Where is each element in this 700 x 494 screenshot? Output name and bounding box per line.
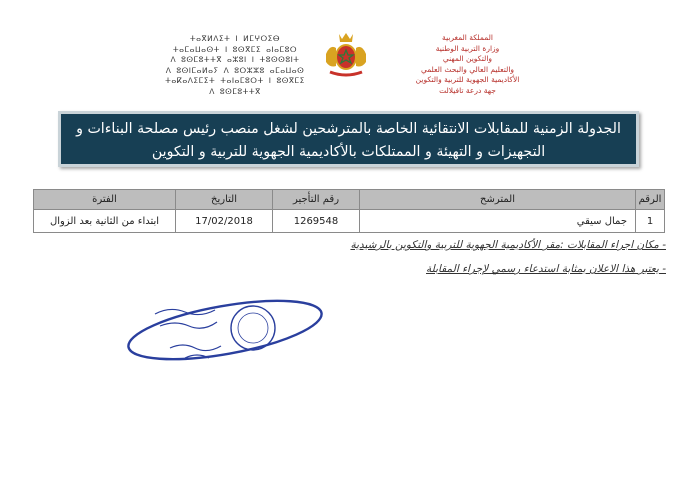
tifinagh-line: ⵜⴰⵎⴰⵡⴰⵙⵜ ⵏ ⵓⵙⴳⵎⵉ ⴰⵏⴰⵎⵓⵔ: [172, 44, 298, 54]
arabic-header-line: المملكة المغربية: [442, 33, 493, 42]
tifinagh-line: ⴷ ⵓⵙⵎⵓⵜⵜⴳ: [209, 86, 261, 96]
title-line-2: التجهيزات و التهيئة و الممتلكات بالأكاديمية الجهوية للتربية و التكوين: [151, 144, 546, 160]
header-registration: رقم التأجير: [273, 190, 360, 210]
arabic-header-line: وزارة التربية الوطنية: [435, 43, 500, 53]
tifinagh-line: ⵜⴰⴳⵍⴷⵉⵜ ⵏ ⵍⵎⵖⵔⵉⴱ: [189, 34, 281, 43]
schedule-table: [33, 189, 665, 233]
note-notice: - يعتبر هذا الاعلان بمثابة استدعاء رسمي لإجراء المقابلة: [426, 263, 666, 275]
arabic-header-line: والتعليم العالي والبحث العلمي: [420, 64, 515, 74]
tifinagh-header: [160, 34, 310, 97]
table-row: [34, 210, 665, 233]
arabic-header-line: والتكوين المهني: [442, 54, 493, 63]
arabic-header-line: جهة درعة تافيلالت: [439, 85, 496, 95]
arabic-header-line: الأكاديمية الجهوية للتربية والتكوين: [415, 75, 520, 84]
table-header-row: [34, 190, 665, 210]
arabic-header: [400, 33, 535, 96]
header-number: الرقم: [636, 190, 665, 210]
cell-date: 17/02/2018: [176, 210, 273, 233]
title-line-1: الجدولة الزمنية للمقابلات الانتقائية الخاصة بالمترشحين لشغل منصب رئيس مصلحة البناءات و: [76, 121, 621, 137]
header-period: الفترة: [34, 190, 176, 210]
header-candidate: المترشح: [360, 190, 636, 210]
signature-stamp-icon: [125, 292, 325, 372]
cell-registration: 1269548: [273, 210, 360, 233]
cell-candidate: جمال سيقي: [360, 210, 636, 233]
cell-period: ابتداء من الثانية بعد الزوال: [34, 210, 176, 233]
cell-number: 1: [636, 210, 665, 233]
tifinagh-line: ⴷ ⵓⵙⵎⵓⵜⵜⴳ ⴰⵣⵓⵏ ⵏ ⵜⵓⵙⵙⵓⵏⵜ: [170, 55, 300, 64]
tifinagh-line: ⴷ ⵓⵙⵏⵎⴰⵍⴰⵢ ⴷ ⵓⵔⵣⵣⵓ ⴰⵎⴰⵡⴰⵙ: [165, 65, 305, 75]
note-location: - مكان اجراء المقابلات :مقر الأكاديمية الجهوية للتربية والتكوين بالرشيدية: [350, 239, 666, 251]
header-date: التاريخ: [176, 190, 273, 210]
royal-emblem-icon: [322, 30, 370, 78]
document-title: [58, 111, 639, 167]
tifinagh-line: ⵜⴰⴽⴰⴷⵉⵎⵉⵜ ⵜⴰⵏⴰⵎⵓⵔⵜ ⵏ ⵓⵙⴳⵎⵉ: [165, 76, 305, 85]
